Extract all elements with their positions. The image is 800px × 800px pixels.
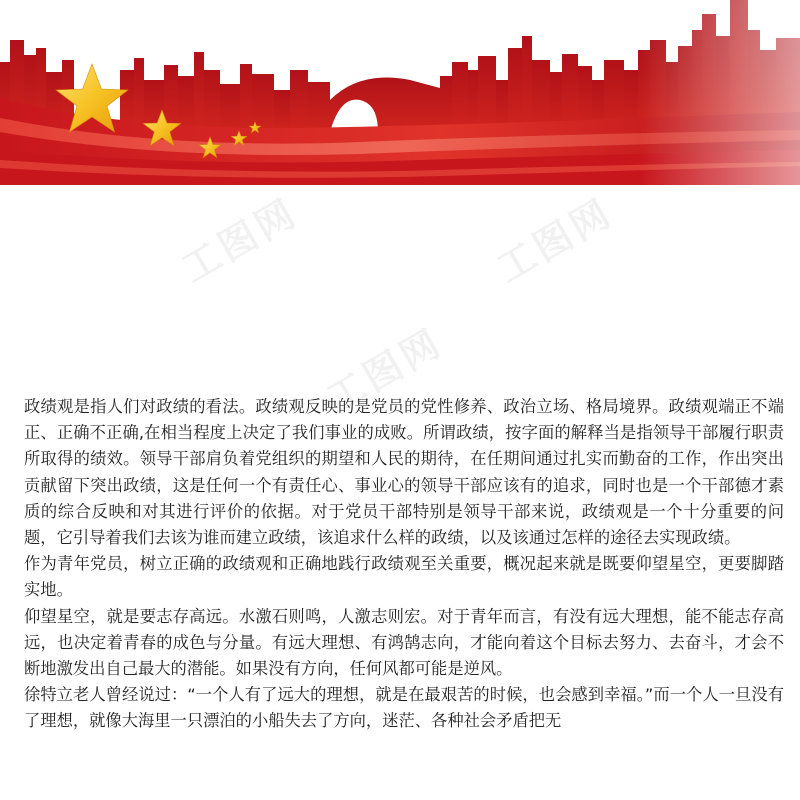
party-banner-illustration bbox=[0, 0, 800, 185]
article-paragraph: 政绩观是指人们对政绩的看法。政绩观反映的是党员的党性修养、政治立场、格局境界。政绩观端正不端正、正确不正确,在相当程度上决定了我们事业的成败。所谓政绩，按字面的解释当是指领导干部履行职责所取得的绩效。领导干部肩负着党组织的期望和人民的期待，在任期间通过扎实而勤奋的工作，作出突出贡献留下突出政绩，这是任何一个有责任心、事业心的领导干部应该有的追求，同时也是一个干部德才素质的综合反映和对其进行评价的依据。对于党员干部特别是领导干部来说，政绩观是一个十分重要的问题，它引导着我们去该为谁而建立政绩，该追求什么样的政绩，以及该通过怎样的途径去实现政绩。 bbox=[24, 397, 784, 548]
watermark: 工图网 bbox=[319, 319, 451, 422]
watermark: 工图网 bbox=[174, 189, 306, 292]
watermark: 工图网 bbox=[489, 189, 621, 292]
article-paragraph: 作为青年党员，树立正确的政绩观和正确地践行政绩观至关重要，概况起来就是既要仰望星空，更要脚踏实地。 bbox=[24, 554, 784, 600]
article-paragraph: 徐特立老人曾经说过：“一个人有了远大的理想，就是在最艰苦的时候，也会感到幸福。”而一个人一旦没有了理想，就像大海里一只漂泊的小船失去了方向，迷茫、各种社会矛盾把无 bbox=[24, 685, 784, 731]
article-body bbox=[24, 394, 784, 735]
article-paragraph: 仰望星空，就是要志存高远。水激石则鸣，人激志则宏。对于青年而言，有没有远大理想，能不能志存高远，也决定着青春的成色与分量。有远大理想、有鸿鹄志向，才能向着这个目标去努力、去奋斗，才会不断地激发出自己最大的潜能。如果没有方向，任何风都可能是逆风。 bbox=[24, 606, 784, 679]
